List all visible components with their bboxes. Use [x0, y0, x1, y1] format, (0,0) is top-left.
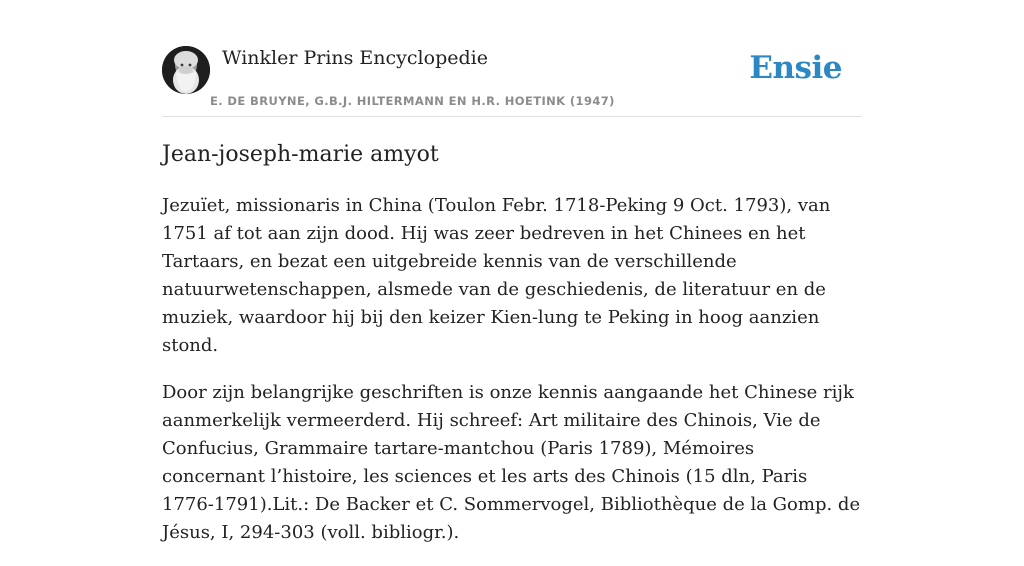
article-paragraph: Jezuïet, missionaris in China (Toulon Febr. 1718-Peking 9 Oct. 1793), van 1751 af tot aan zijn dood. Hij was zeer bedreven in het Chinees en het Tartaars, en bezat een uitgebreide kennis van de verschillende natuurwetenschappen, alsmede van de geschiedenis, de literatuur en de muziek, waardoor hij bij den keizer Kien-lung te Peking in hoog aanzien stond.	[162, 195, 831, 356]
ensie-logo[interactable]: Ensie	[749, 50, 842, 86]
site-title[interactable]: Winkler Prins Encyclopedie	[222, 47, 488, 69]
bearded-man-portrait-icon	[162, 46, 210, 94]
article-title: Jean-joseph-marie amyot	[162, 142, 439, 167]
authors-byline: E. DE BRUYNE, G.B.J. HILTERMANN EN H.R. HOETINK (1947)	[210, 94, 615, 108]
site-header	[162, 46, 862, 117]
article-body	[162, 192, 862, 566]
avatar[interactable]	[162, 46, 210, 94]
article-paragraph: Door zijn belangrijke geschriften is onze kennis aangaande het Chinese rijk aanmerkelijk vermeerderd. Hij schreef: Art militaire des Chinois, Vie de Confucius, Grammaire tartare-mantchou (Paris 1789), Mémoires concernant l’histoire, les sciences et les arts des Chinois (15 dln, Paris 1776-1791).Lit.: De Backer et C. Sommervogel, Bibliothèque de la Gomp. de Jésus, I, 294-303 (voll. bibliogr.).	[162, 382, 861, 543]
